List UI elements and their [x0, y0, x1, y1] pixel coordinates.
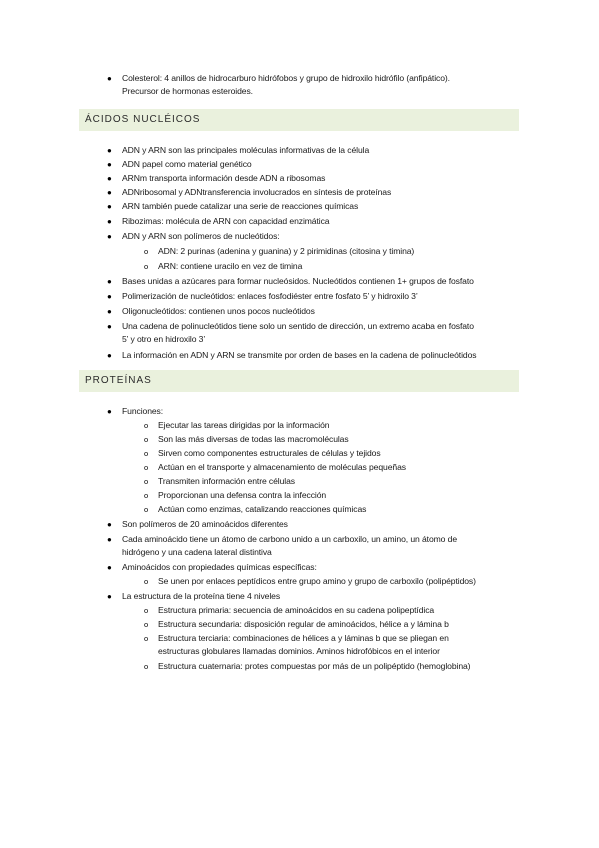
bullet-icon: ●: [107, 535, 112, 544]
list-item: [107, 590, 522, 603]
bullet-icon: ●: [107, 202, 112, 211]
item-line: estructuras globulares llamadas dominios. Aminos hidrofóbicos en el interior: [158, 646, 440, 656]
item-text: Ejecutar las tareas dirigidas por la información: [158, 420, 330, 430]
list-subitem: [144, 419, 518, 432]
list-item: [107, 200, 522, 213]
item-text: La información en ADN y ARN se transmite por orden de bases en la cadena de polinucleótidos: [122, 350, 477, 360]
list-item: [107, 72, 522, 98]
list-item: [107, 144, 522, 157]
list-item: [107, 533, 522, 559]
item-text: ADN y ARN son las principales moléculas informativas de la célula: [122, 145, 370, 155]
list-subitem: [144, 461, 518, 474]
hollow-bullet-icon: o: [144, 435, 149, 444]
hollow-bullet-icon: o: [144, 620, 149, 629]
item-text: ADN: 2 purinas (adenina y guanina) y 2 pirimidinas (citosina y timina): [158, 246, 415, 256]
hollow-bullet-icon: o: [144, 577, 149, 586]
list-subitem: [144, 447, 518, 460]
item-line: hidrógeno y una cadena lateral distintiva: [122, 547, 272, 557]
list-item: [107, 275, 522, 288]
hollow-bullet-icon: o: [144, 449, 149, 458]
item-text: ARN: contiene uracilo en vez de timina: [158, 261, 303, 271]
item-text: ADNribosomal y ADNtransferencia involucrados en síntesis de proteínas: [122, 187, 392, 197]
bullet-icon: ●: [107, 592, 112, 601]
list-item: [107, 290, 522, 303]
item-text: Se unen por enlaces peptídicos entre grupo amino y grupo de carboxilo (polipéptidos): [158, 576, 476, 586]
bullet-icon: ●: [107, 217, 112, 226]
hollow-bullet-icon: o: [144, 662, 149, 671]
item-text: Actúan en el transporte y almacenamiento de moléculas pequeñas: [158, 462, 406, 472]
hollow-bullet-icon: o: [144, 262, 149, 271]
list-subitem: [144, 604, 518, 617]
bullet-icon: ●: [107, 188, 112, 197]
bullet-icon: ●: [107, 520, 112, 529]
hollow-bullet-icon: o: [144, 247, 149, 256]
bullet-icon: ●: [107, 563, 112, 572]
bullet-icon: ●: [107, 160, 112, 169]
list-item: [107, 305, 522, 318]
list-subitem: [144, 433, 518, 446]
hollow-bullet-icon: o: [144, 477, 149, 486]
section-heading-acidos: ÁCIDOS NUCLÉICOS: [79, 109, 519, 131]
list-item: [107, 349, 522, 362]
bullet-icon: ●: [107, 407, 112, 416]
item-text: Son las más diversas de todas las macromoléculas: [158, 434, 349, 444]
item-text: ADN papel como material genético: [122, 159, 252, 169]
item-line: Colesterol: 4 anillos de hidrocarburo hidrófobos y grupo de hidroxilo hidrófilo (anfipático).: [122, 73, 450, 83]
item-text: Son polímeros de 20 aminoácidos diferentes: [122, 519, 288, 529]
item-text: Proporcionan una defensa contra la infección: [158, 490, 327, 500]
hollow-bullet-icon: o: [144, 491, 149, 500]
hollow-bullet-icon: o: [144, 634, 149, 643]
list-item: [107, 320, 522, 346]
item-line: Estructura terciaria: combinaciones de hélices a y láminas b que se pliegan en: [158, 633, 449, 643]
bullet-icon: ●: [107, 146, 112, 155]
list-item: [107, 215, 522, 228]
list-subitem: [144, 475, 518, 488]
item-text: Transmiten información entre células: [158, 476, 295, 486]
section-heading-proteinas: PROTEÍNAS: [79, 370, 519, 392]
list-item: [107, 518, 522, 531]
item-text: La estructura de la proteína tiene 4 niveles: [122, 591, 281, 601]
item-text: Bases unidas a azúcares para formar nucleósidos. Nucleótidos contienen 1+ grupos de fosfato: [122, 276, 474, 286]
list-subitem: [144, 632, 518, 658]
hollow-bullet-icon: o: [144, 505, 149, 514]
bullet-icon: ●: [107, 232, 112, 241]
item-text: ARN también puede catalizar una serie de reacciones químicas: [122, 201, 359, 211]
list-subitem: [144, 660, 518, 673]
list-item: [107, 230, 522, 243]
item-line: Precursor de hormonas esteroides.: [122, 86, 253, 96]
item-line: Una cadena de polinucleótidos tiene solo un sentido de dirección, un extremo acaba en fosfato: [122, 321, 474, 331]
list-subitem: [144, 618, 518, 631]
hollow-bullet-icon: o: [144, 606, 149, 615]
item-text: Oligonucleótidos: contienen unos pocos nucleótidos: [122, 306, 315, 316]
list-subitem: [144, 260, 518, 273]
item-line: Cada aminoácido tiene un átomo de carbono unido a un carboxilo, un amino, un átomo de: [122, 534, 458, 544]
item-text: Estructura primaria: secuencia de aminoácidos en su cadena polipeptídica: [158, 605, 435, 615]
item-text: Sirven como componentes estructurales de células y tejidos: [158, 448, 381, 458]
item-text: ARNm transporta información desde ADN a ribosomas: [122, 173, 326, 183]
item-text: Funciones:: [122, 406, 164, 416]
hollow-bullet-icon: o: [144, 421, 149, 430]
item-text: Actúan como enzimas, catalizando reacciones químicas: [158, 504, 367, 514]
bullet-icon: ●: [107, 351, 112, 360]
item-text: Aminoácidos con propiedades químicas específicas:: [122, 562, 317, 572]
bullet-icon: ●: [107, 74, 112, 83]
bullet-icon: ●: [107, 322, 112, 331]
bullet-icon: ●: [107, 277, 112, 286]
bullet-icon: ●: [107, 174, 112, 183]
list-item: [107, 172, 522, 185]
list-item: [107, 561, 522, 574]
list-subitem: [144, 575, 518, 588]
item-text: Estructura cuaternaria: protes compuestas por más de un polipéptido (hemoglobina): [158, 661, 471, 671]
item-text: Ribozimas: molécula de ARN con capacidad enzimática: [122, 216, 330, 226]
list-item: [107, 405, 522, 418]
bullet-icon: ●: [107, 292, 112, 301]
list-subitem: [144, 489, 518, 502]
item-text: Polimerización de nucleótidos: enlaces fosfodiéster entre fosfato 5’ y hidroxilo 3’: [122, 291, 418, 301]
item-line: 5’ y otro en hidroxilo 3’: [122, 334, 206, 344]
hollow-bullet-icon: o: [144, 463, 149, 472]
list-item: [107, 158, 522, 171]
list-subitem: [144, 245, 518, 258]
list-subitem: [144, 503, 518, 516]
item-text: Estructura secundaria: disposición regular de aminoácidos, hélice a y lámina b: [158, 619, 449, 629]
bullet-icon: ●: [107, 307, 112, 316]
list-item: [107, 186, 522, 199]
item-text: ADN y ARN son polímeros de nucleótidos:: [122, 231, 280, 241]
